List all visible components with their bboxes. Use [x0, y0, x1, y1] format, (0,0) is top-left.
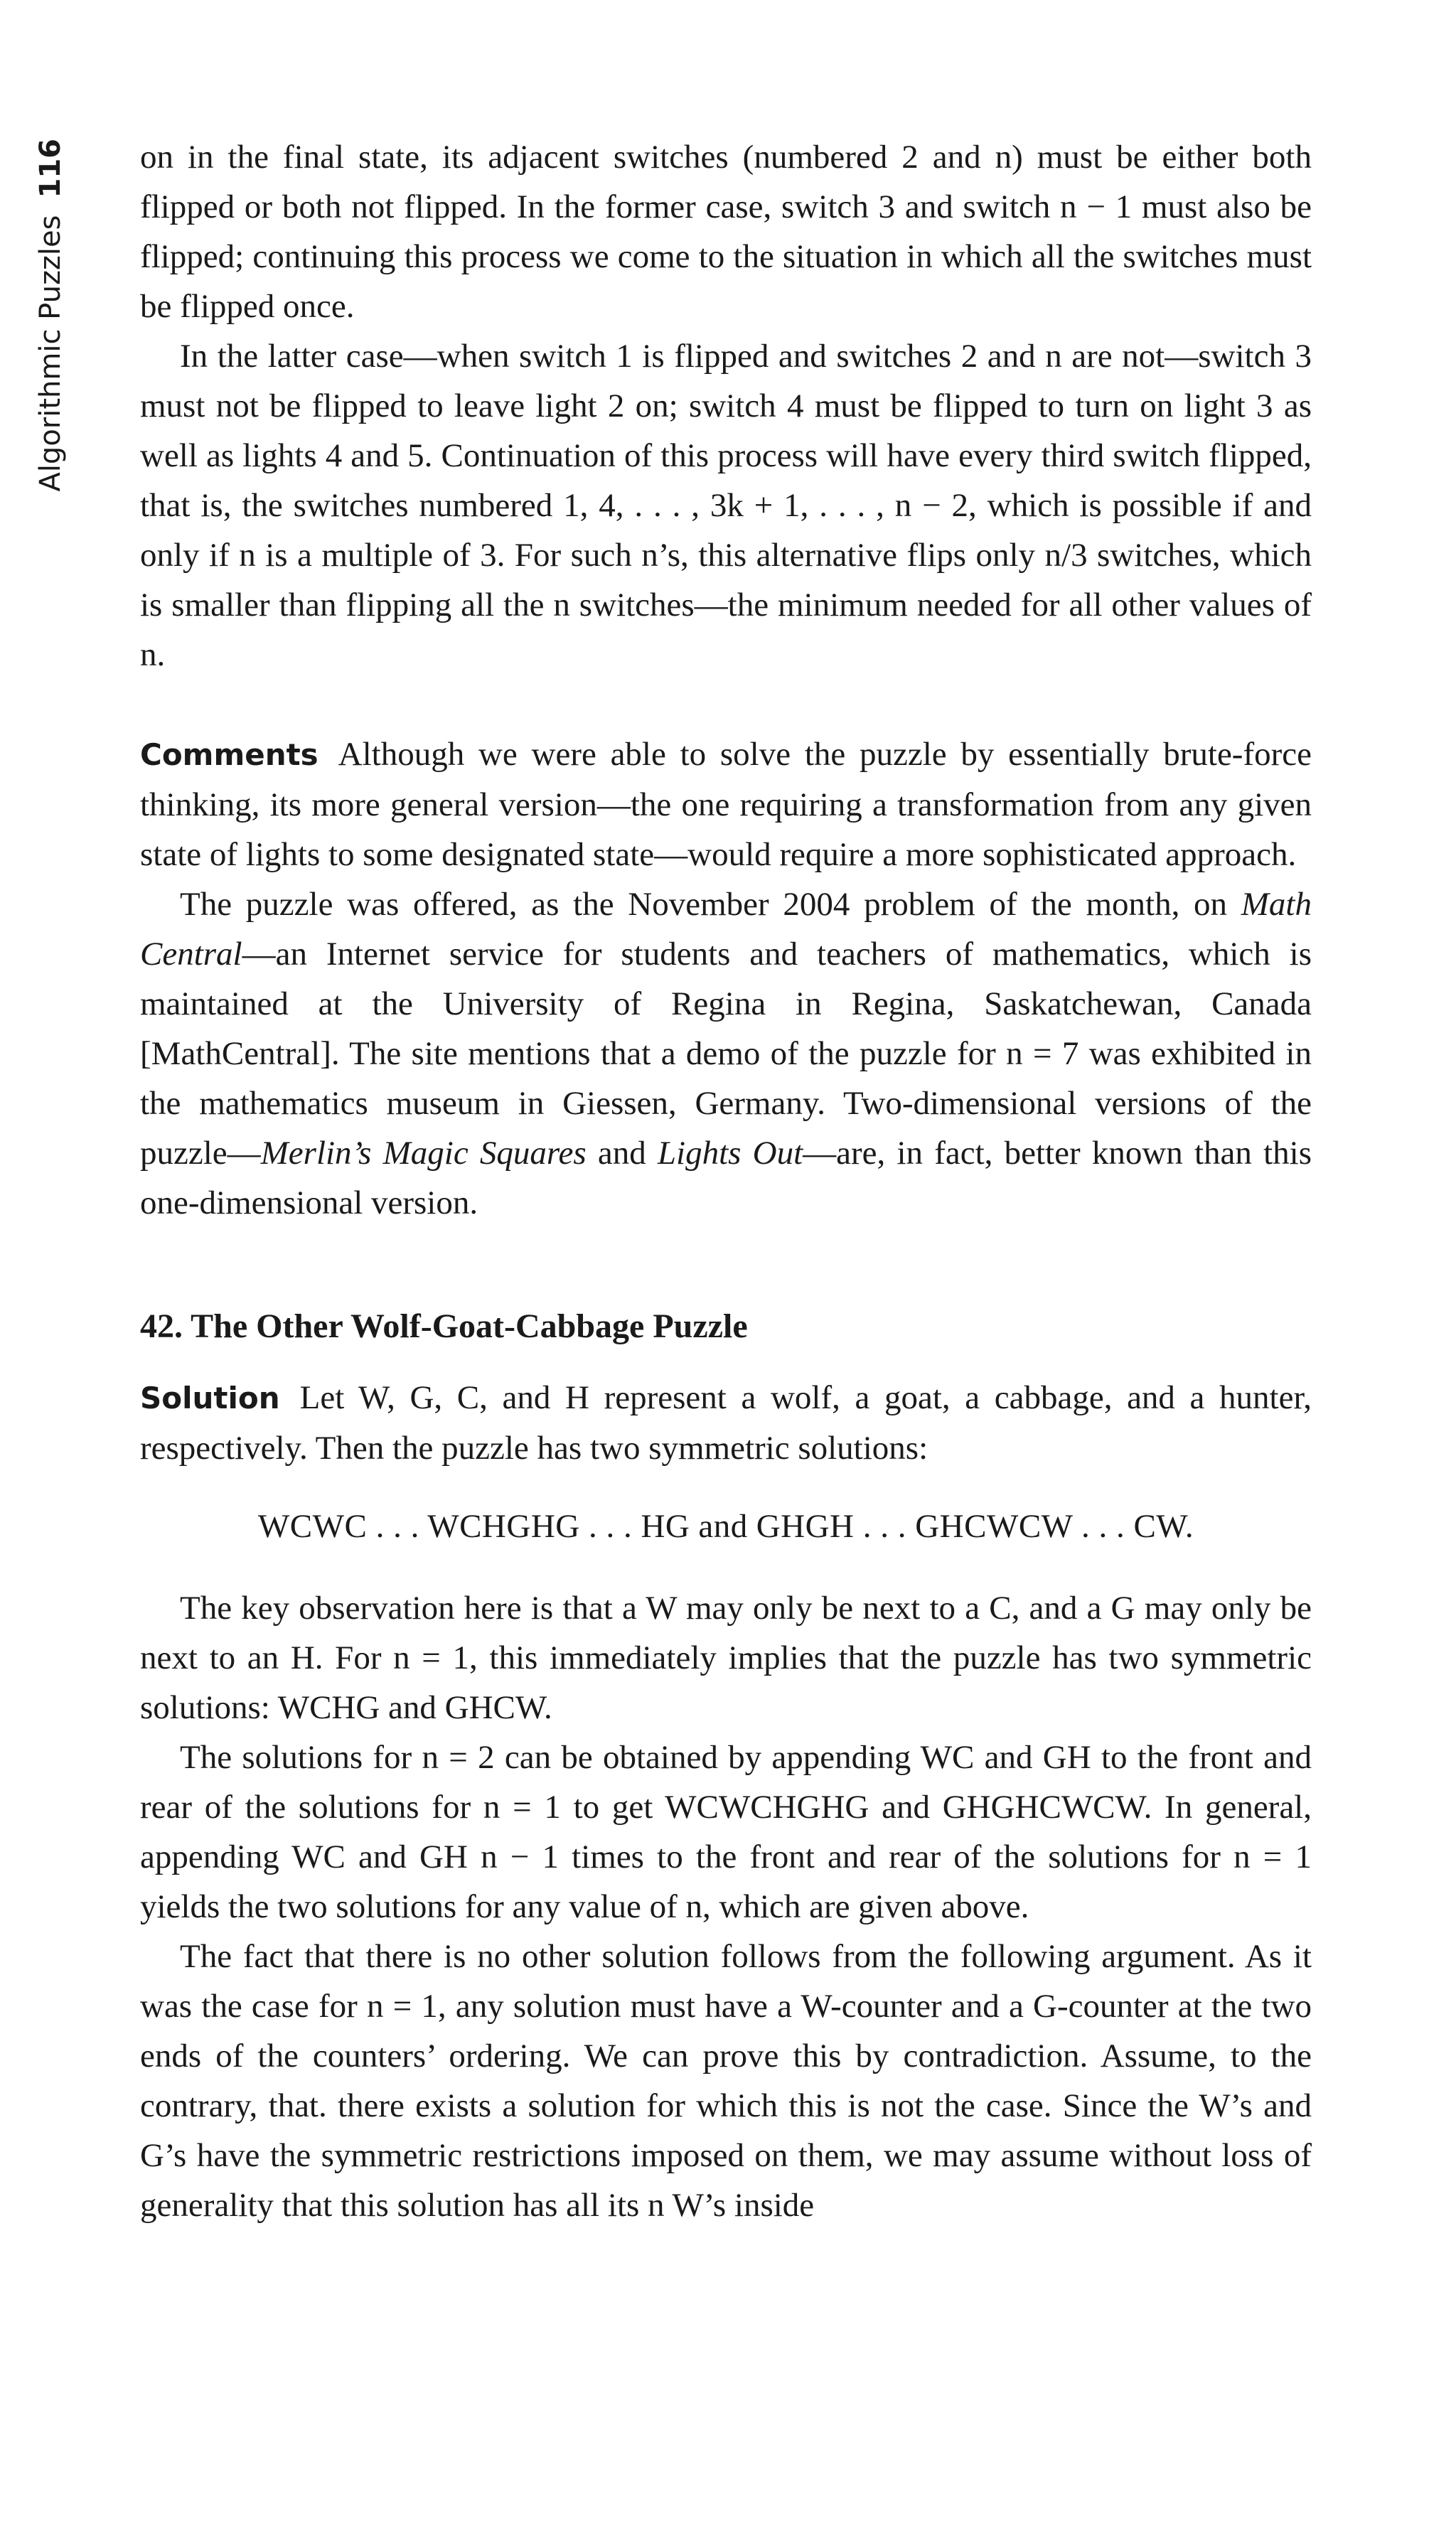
comments-italic-math-central: Math Central: [140, 886, 1312, 973]
comments-text-c: and: [586, 1135, 658, 1172]
comments-text: Although we were able to solve the puzzle by essentially brute-force thinking, its more general version—the one requiring a transformation from any given state of lights to some designated state—would require a more sophisticated approach.: [140, 736, 1312, 873]
display-and: and: [698, 1508, 748, 1545]
comments-italic-lights-out: Lights Out: [657, 1135, 803, 1172]
comments-paragraph-2: [140, 879, 1312, 1228]
display-equation: [140, 1501, 1312, 1551]
paragraph-latter-case: In the latter case—when switch 1 is flipped and switches 2 and n are not—switch 3 must not be flipped to leave light 2 on; switch 4 must be flipped to turn on light 3 as well as lights 4 and 5. Continuation of this process will have every third switch flipped, that is, the switches numbered 1, 4, . . . , 3k + 1, . . . , n − 2, which is possible if and only if n is a multiple of 3. For such n’s, this alternative flips only n/3 switches, which is smaller than flipping all the n switches—the minimum needed for all other values of n.: [140, 338, 1312, 673]
paragraph-key-observation: The key observation here is that a W may only be next to a C, and a G may only be next to an H. For n = 1, this immediately implies that the puzzle has two symmetric solutions: WCHG and GHCW.: [140, 1590, 1312, 1726]
paragraph-continued: on in the final state, its adjacent switches (numbered 2 and n) must be either both flipped or both not flipped. In the former case, switch 3 and switch n − 1 must also be flipped; continuing this process we come to the situation in which all the switches must be flipped once.: [140, 139, 1312, 325]
solution-paragraph: [140, 1373, 1312, 1473]
spacer: [140, 680, 1312, 729]
display-left: WCWC . . . WCHGHG . . . HG: [257, 1508, 690, 1545]
section-heading: 42. The Other Wolf-Goat-Cabbage Puzzle: [140, 1307, 748, 1345]
solution-label: Solution: [140, 1381, 280, 1415]
comments-italic-merlin: Merlin’s Magic Squares: [260, 1135, 587, 1172]
comments-paragraph: [140, 729, 1312, 879]
solution-intro: Let W, G, C, and H represent a wolf, a goat, a cabbage, and a hunter, respectively. Then the puzzle has two symmetric solutions:: [140, 1379, 1312, 1467]
paragraph-no-other-solution: The fact that there is no other solution follows from the following argument. As it was the case for n = 1, any solution must have a W-counter and a G-counter at the two ends of the counters’ ordering. We can prove this by contradiction. Assume, to the contrary, that. there exists a solution for which this is not the case. Since the W’s and G’s have the symmetric restrictions imposed on them, we may assume without loss of generality that this solution has all its n W’s inside: [140, 1938, 1312, 2224]
comments-label: Comments: [140, 737, 318, 772]
comments-text-d: —are, in fact, better known than this one-dimensional version.: [140, 1135, 1312, 1221]
display-right: GHGH . . . GHCWCW . . . CW.: [756, 1508, 1194, 1545]
comments-text-a: The puzzle was offered, as the November 2004 problem of the month, on: [180, 886, 1241, 923]
spacer: [140, 1228, 1312, 1302]
running-head-title: Algorithmic Puzzles: [34, 215, 67, 492]
page-number: 116: [34, 139, 67, 198]
comments-text-b: —an Internet service for students and teachers of mathematics, which is maintained at the University of Regina in Regina, Saskatchewan, Canada [MathCentral]. The site mentions that a demo of the puzzle for n = 7 was exhibited in the mathematics museum in Giessen, Germany. Two-dimensional versions of the puzzle—: [140, 936, 1312, 1172]
paragraph-solutions-n2: The solutions for n = 2 can be obtained by appending WC and GH to the front and rear of the solutions for n = 1 to get WCWCHGHG and GHGHCWCW. In general, appending WC and GH n − 1 times to the front and rear of the solutions for n = 1 yields the two solutions for any value of n, which are given above.: [140, 1739, 1312, 1925]
running-head: [23, 139, 78, 515]
page-body: [140, 132, 1312, 2230]
